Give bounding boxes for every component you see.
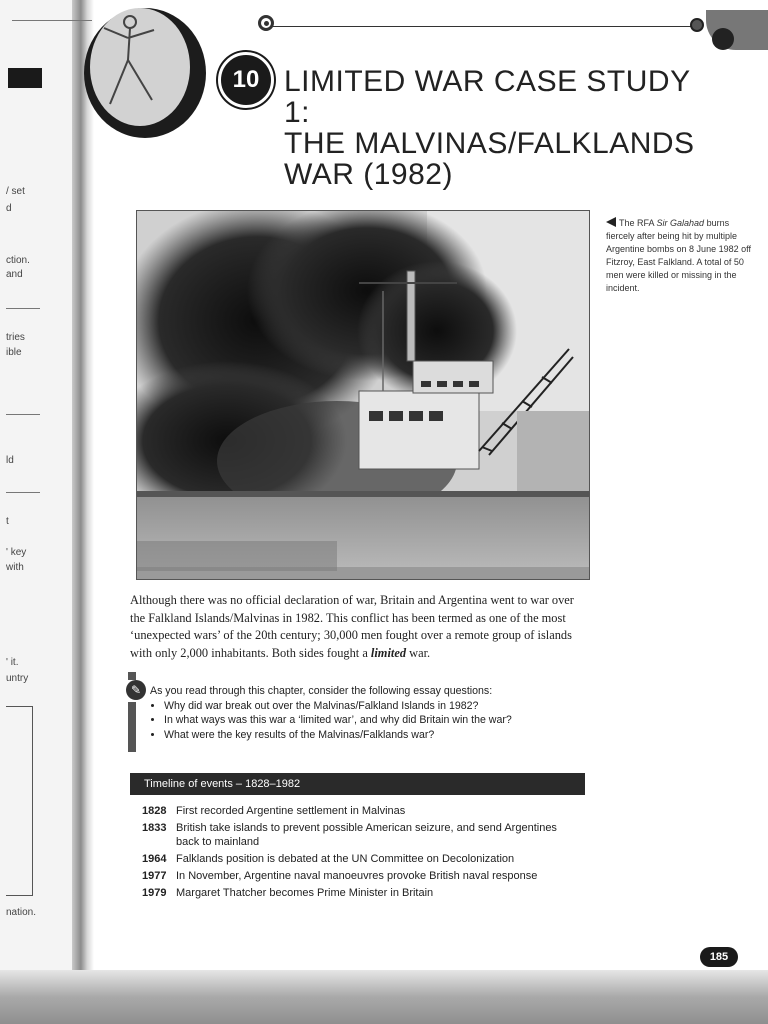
- left-fragment: with: [6, 562, 24, 573]
- header-rule: [268, 26, 696, 27]
- header-dot-right: [690, 18, 704, 32]
- header-corner-dot: [712, 28, 734, 50]
- ship-burning-photo: [136, 210, 590, 580]
- timeline-year: 1979: [142, 887, 167, 899]
- caption-text: burns fiercely after being hit by multiple Argentine bombs on 8 June 1982 off Fitzroy, East Falkland. A total of 50 men were killed or missing in the incident.: [606, 218, 751, 293]
- essay-question: • What were the key results of the Malvinas/Falklands war?: [164, 728, 590, 743]
- timeline-row: [142, 821, 582, 849]
- left-page-box: [6, 706, 33, 896]
- left-fragment: nation.: [6, 907, 37, 918]
- left-fragment: ld: [6, 455, 14, 466]
- left-fragment: d: [6, 203, 12, 214]
- left-rule: [6, 308, 40, 309]
- essay-marker-bar: [128, 702, 136, 752]
- caption-lead: The RFA: [619, 218, 657, 228]
- page-number: 185: [700, 947, 738, 967]
- book-spine: [72, 0, 94, 975]
- left-fragment: tries: [6, 332, 25, 343]
- essay-lead: As you read through this chapter, consider the following essay questions:: [150, 685, 493, 697]
- scan-bottom-edge: [0, 970, 768, 1024]
- left-page-tab: [8, 68, 42, 88]
- intro-paragraph: [130, 592, 590, 662]
- header-rule-left: [12, 20, 92, 21]
- timeline-header: Timeline of events – 1828–1982: [130, 773, 585, 795]
- intro-text-end: war.: [406, 645, 431, 660]
- left-fragment: ible: [6, 347, 22, 358]
- chapter-title-line: LIMITED WAR CASE STUDY 1:: [284, 65, 691, 129]
- timeline-text: First recorded Argentine settlement in Malvinas: [176, 805, 406, 817]
- intro-emphasis: limited: [370, 645, 407, 660]
- left-fragment: ' key: [6, 547, 27, 558]
- left-fragment: / set: [6, 186, 25, 197]
- header-dot-left: [258, 15, 274, 31]
- caption-arrow-icon: [606, 217, 616, 227]
- timeline-text: Falklands position is debated at the UN Committee on Decolonization: [176, 853, 515, 865]
- timeline-text: Margaret Thatcher becomes Prime Minister in Britain: [176, 887, 434, 899]
- left-fragment: t: [6, 516, 9, 527]
- essay-question: • In what ways was this war a ‘limited war’, and why did Britain win the war?: [164, 713, 590, 728]
- chapter-circle-image: [90, 8, 190, 126]
- essay-marker-top: [128, 672, 136, 680]
- timeline-row: [142, 852, 582, 866]
- chapter-title: [284, 66, 704, 190]
- left-rule: [6, 414, 40, 415]
- timeline-year: 1833: [142, 822, 167, 834]
- left-fragment: untry: [6, 673, 29, 684]
- timeline-row: [142, 886, 582, 900]
- chapter-title-line: WAR (1982): [284, 158, 453, 191]
- chapter-circle-graphic: [84, 8, 206, 138]
- photo-illustration: [137, 211, 590, 580]
- figure-sketch-icon: [90, 8, 190, 126]
- essay-question: • Why did war break out over the Malvinas/Falkland Islands in 1982?: [164, 699, 590, 714]
- timeline-list: [142, 804, 582, 903]
- intro-text: Although there was no official declaration of war, Britain and Argentina went to war over the Falkland Islands/Malvinas in 1982. This conflict has been termed as one of the most ‘unexpected wars’ of the 20th century; 30,000 men fought over a remote group of islands with only 2,000 inhabitants. Both sides fought a: [130, 593, 574, 660]
- caption-ship-name: Sir Galahad: [656, 218, 705, 228]
- left-facing-page: [0, 0, 82, 970]
- chapter-title-line: THE MALVINAS/FALKLANDS: [284, 127, 695, 160]
- pen-icon: ✎: [126, 680, 146, 700]
- timeline-year: 1977: [142, 870, 167, 882]
- essay-questions-box: [126, 680, 590, 752]
- timeline-row: [142, 804, 582, 818]
- chapter-number-badge: 10: [218, 52, 274, 108]
- timeline-row: [142, 869, 582, 883]
- timeline-year: 1964: [142, 853, 167, 865]
- left-rule: [6, 492, 40, 493]
- photo-caption: [606, 217, 756, 295]
- timeline-year: 1828: [142, 805, 167, 817]
- timeline-text: British take islands to prevent possible American seizure, and send Argentines back to mainland: [176, 822, 557, 848]
- left-fragment: ction.: [6, 255, 30, 266]
- left-fragment: ' it.: [6, 657, 19, 668]
- essay-question-list: [150, 699, 590, 743]
- timeline-text: In November, Argentine naval manoeuvres provoke British naval response: [176, 870, 538, 882]
- left-fragment: and: [6, 269, 23, 280]
